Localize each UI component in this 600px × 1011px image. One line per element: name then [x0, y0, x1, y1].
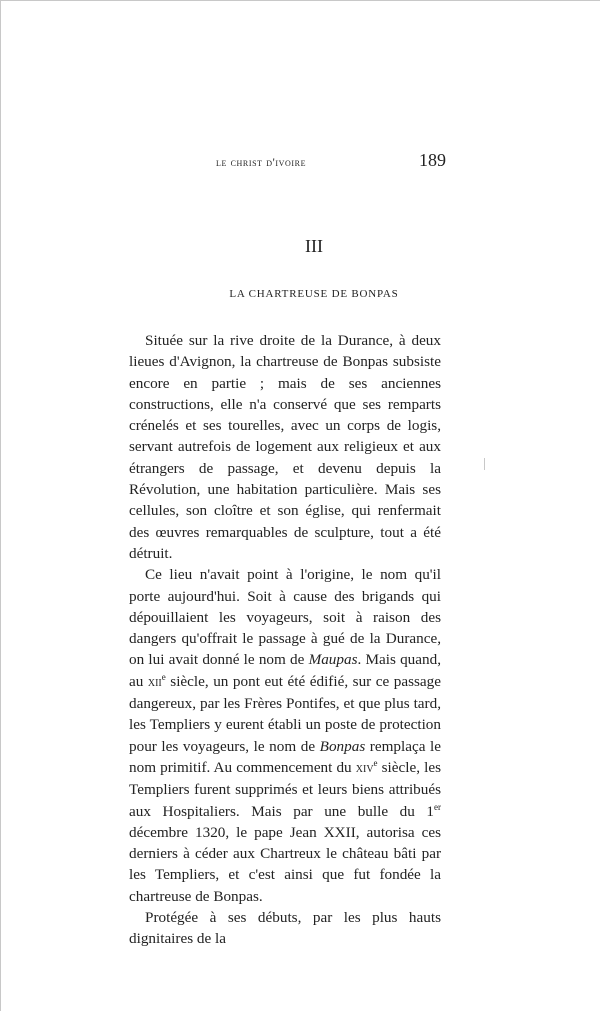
paragraph-3: Protégée à ses débuts, par les plus hauts dignitaires de la [129, 909, 441, 948]
paragraph-2: Ce lieu n'avait point à l'origine, le nom qu'il porte aujourd'hui. Soit à cause des brigands qui dépouillaient les voyageurs, soit à raison des dangers qu'offrait le passage à gué de la Durance, on lui avait donné le nom de Maupas. Mais quand, au xii$^e$ siècle, un pont eut été édifié, sur ce passage dangereux, par les Frères Pontifes, et que plus tard, les Templiers y eurent établi un poste de protection pour les voyageurs, le nom de Bonpas remplaça le nom primitif. Au commencement du xiv$^e$ siècle, les Templiers furent supprimés et leurs biens attribués aux Hospitaliers. Mais par une bulle du 1er décembre 1320, le pape Jean XXII, autorisa ces derniers à céder aux Chartreux le château bâti par les Templiers, et c'est ainsi que fut fondée la chartreuse de Bonpas. [129, 566, 441, 905]
page-number: 189 [419, 150, 446, 170]
section-title: LA CHARTREUSE DE BONPAS [229, 288, 399, 300]
scan-edge-top [0, 0, 600, 1]
page-header [216, 150, 446, 171]
running-title: le christ d'ivoire [216, 155, 307, 169]
scan-mark-right [484, 458, 485, 470]
scan-edge-left [0, 0, 1, 1011]
chapter-number: III [305, 236, 323, 256]
paragraph-1: Située sur la rive droite de la Durance, à deux lieues d'Avignon, la chartreuse de Bonpas subsiste encore en partie ; mais de ses anciennes constructions, elle n'a conservé que ses remparts crénelés et ses tourelles, avec un corps de logis, servant autrefois de logement aux religieux et aux étrangers de passage, et devenu depuis la Révolution, une habitation particulière. Mais ses cellules, son cloître et son église, qui renfermait des œuvres remarquables de sculpture, tout a été détruit. [129, 332, 441, 562]
body-text [129, 330, 441, 950]
